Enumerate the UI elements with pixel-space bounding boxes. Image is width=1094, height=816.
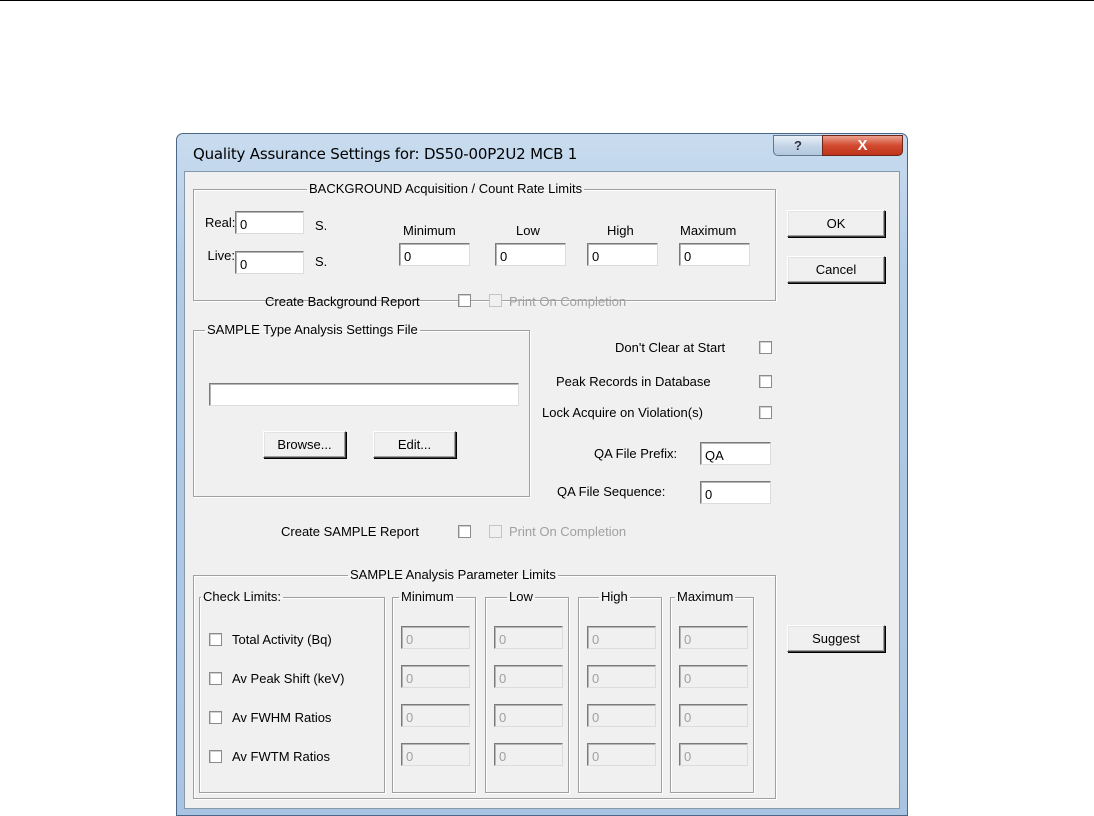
- check-limits-title: Check Limits:: [203, 589, 282, 604]
- av-fwtm-maximum-input: [679, 743, 748, 766]
- av-fwtm-ratios-checkbox[interactable]: [209, 750, 222, 763]
- bg-minimum-label: Minimum: [403, 223, 456, 238]
- create-sample-report-checkbox[interactable]: [458, 525, 471, 538]
- av-fwhm-high-input: [587, 704, 656, 727]
- bg-maximum-input[interactable]: [679, 243, 750, 266]
- limits-minimum-header: Minimum: [401, 589, 454, 604]
- av-fwtm-ratios-label: Av FWTM Ratios: [232, 749, 330, 764]
- settings-file-path-input[interactable]: [209, 383, 519, 406]
- av-peak-shift-maximum-input: [679, 665, 748, 688]
- live-label: Live:: [207, 248, 235, 263]
- bg-high-input[interactable]: [587, 243, 658, 266]
- limits-low-header: Low: [509, 589, 533, 604]
- av-fwtm-low-input: [494, 743, 563, 766]
- total-activity-maximum-input: [679, 626, 748, 649]
- qa-file-prefix-input[interactable]: [700, 442, 771, 465]
- lock-acquire-checkbox[interactable]: [759, 406, 772, 419]
- background-group-title: BACKGROUND Acquisition / Count Rate Limits: [309, 181, 583, 196]
- total-activity-checkbox[interactable]: [209, 633, 222, 646]
- peak-records-label: Peak Records in Database: [556, 374, 711, 389]
- lock-acquire-label: Lock Acquire on Violation(s): [542, 405, 703, 420]
- close-icon: X: [857, 137, 868, 154]
- sample-print-on-completion-checkbox: [489, 525, 502, 538]
- sample-print-on-completion-label: Print On Completion: [509, 524, 627, 539]
- qa-file-sequence-input[interactable]: [700, 481, 771, 504]
- browse-button[interactable]: Browse...: [263, 431, 346, 458]
- dialog-client-area: [184, 171, 900, 809]
- edit-button[interactable]: Edit...: [373, 431, 456, 458]
- help-button[interactable]: [773, 135, 823, 156]
- limits-high-header: High: [601, 589, 628, 604]
- av-peak-shift-checkbox[interactable]: [209, 672, 222, 685]
- bg-minimum-input[interactable]: [399, 243, 470, 266]
- av-peak-shift-label: Av Peak Shift (keV): [232, 671, 345, 686]
- total-activity-minimum-input: [401, 626, 470, 649]
- bg-high-label: High: [607, 223, 634, 238]
- top-rule: [0, 0, 1094, 1]
- create-background-report-label: Create Background Report: [265, 294, 420, 309]
- bg-low-label: Low: [516, 223, 540, 238]
- real-seconds-label: S.: [315, 218, 328, 233]
- av-peak-shift-minimum-input: [401, 665, 470, 688]
- av-peak-shift-low-input: [494, 665, 563, 688]
- sample-settings-file-group: [193, 323, 530, 497]
- bg-print-on-completion-label: Print On Completion: [509, 294, 627, 309]
- av-fwtm-high-input: [587, 743, 656, 766]
- suggest-button[interactable]: Suggest: [787, 625, 885, 652]
- av-fwhm-ratios-label: Av FWHM Ratios: [232, 710, 332, 725]
- dont-clear-label: Don't Clear at Start: [615, 340, 726, 355]
- close-button[interactable]: [822, 135, 903, 156]
- total-activity-low-input: [494, 626, 563, 649]
- title-bar[interactable]: [177, 134, 907, 171]
- background-group: [193, 182, 776, 301]
- total-activity-label: Total Activity (Bq): [232, 632, 332, 647]
- av-fwtm-minimum-input: [401, 743, 470, 766]
- sample-limits-title: SAMPLE Analysis Parameter Limits: [350, 567, 556, 582]
- peak-records-checkbox[interactable]: [759, 375, 772, 388]
- bg-low-input[interactable]: [495, 243, 566, 266]
- bg-print-on-completion-checkbox: [489, 294, 502, 307]
- window-title: Quality Assurance Settings for: DS50-00P2U2 MCB 1: [193, 145, 578, 163]
- bg-maximum-label: Maximum: [680, 223, 737, 238]
- av-fwhm-low-input: [494, 704, 563, 727]
- create-background-report-checkbox[interactable]: [458, 294, 471, 307]
- help-icon: ?: [794, 138, 802, 153]
- av-peak-shift-high-input: [587, 665, 656, 688]
- qa-file-prefix-label: QA File Prefix:: [594, 446, 678, 461]
- ok-button[interactable]: OK: [787, 210, 885, 237]
- dont-clear-checkbox[interactable]: [759, 341, 772, 354]
- live-time-input[interactable]: [235, 251, 304, 274]
- real-time-input[interactable]: [235, 211, 304, 234]
- qa-file-sequence-label: QA File Sequence:: [557, 484, 666, 499]
- real-label: Real:: [205, 215, 236, 230]
- sample-settings-file-title: SAMPLE Type Analysis Settings File: [207, 322, 418, 337]
- cancel-button[interactable]: Cancel: [787, 256, 885, 283]
- live-seconds-label: S.: [315, 254, 328, 269]
- qa-settings-dialog: [176, 133, 908, 816]
- av-fwhm-ratios-checkbox[interactable]: [209, 711, 222, 724]
- create-sample-report-label: Create SAMPLE Report: [281, 524, 420, 539]
- av-fwhm-maximum-input: [679, 704, 748, 727]
- total-activity-high-input: [587, 626, 656, 649]
- limits-maximum-header: Maximum: [677, 589, 734, 604]
- av-fwhm-minimum-input: [401, 704, 470, 727]
